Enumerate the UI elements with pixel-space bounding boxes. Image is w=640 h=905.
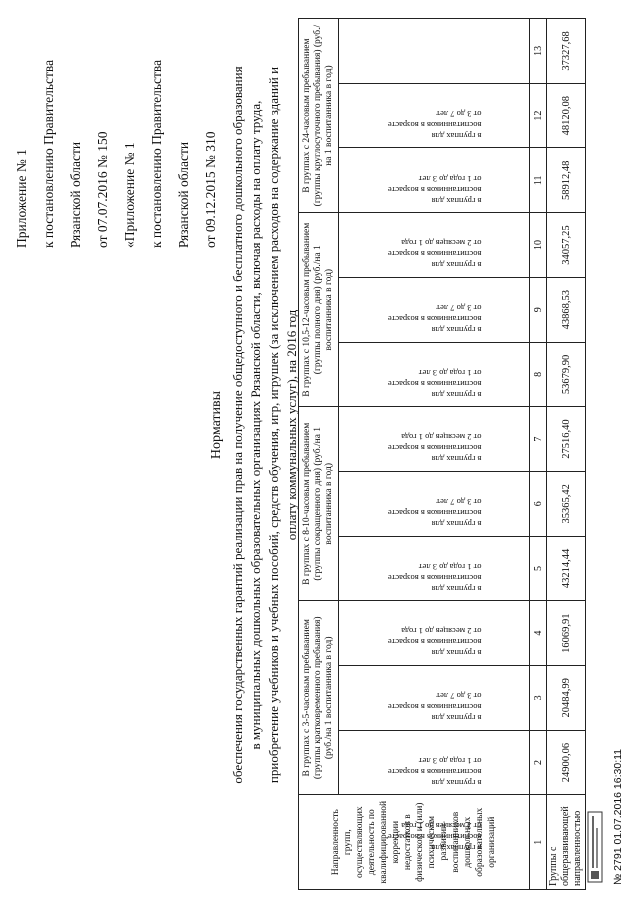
appendix-line: Рязанской области [68, 141, 83, 248]
age-subheader: в группах для воспитанников в возрасте от 1 года до 3 лет [339, 277, 530, 342]
age-subheader: в группах для воспитанников в возрасте от 3 до 7 лет [339, 407, 530, 472]
norms-table [298, 18, 586, 890]
norm-value: 53679,90 [547, 342, 586, 407]
column-number: 4 [530, 601, 547, 666]
column-number: 5 [530, 536, 547, 601]
norm-value: 20484,99 [547, 665, 586, 730]
appendix-line: «Приложение № 1 [122, 142, 137, 248]
norm-value: 35365,42 [547, 471, 586, 536]
document-subtitle: обеспечения государственных гарантий реализации прав на получение общедоступного и бесплатного дошкольного образования в муниципальных дошкольных образовательных организациях Рязанской области, включая расходы на оплату труда, приобретение учебников и учебных пособий, средств обучения, игр, игрушек (за исключением расходов на содержание зданий и оплату коммунальных услуг), на 2016 год [230, 66, 299, 784]
column-number: 9 [530, 277, 547, 342]
norm-value: 43214,44 [547, 536, 586, 601]
column-number: 6 [530, 471, 547, 536]
row-label: Группы с общеразвивающей направленностью [547, 795, 586, 890]
column-number-row [530, 19, 547, 890]
direction-header: Направленность групп, осуществляющих деятельность по квалифицированной коррекции недостатков в физическом и (или) психическом развитии воспитанников дошкольных образовательных организаций [299, 795, 530, 890]
group-header: В группах с 24-часовым пребыванием (группы круглосуточного пребывания) (руб./на 1 воспитанника в год) [299, 19, 339, 213]
table-row [547, 19, 586, 890]
column-number: 8 [530, 342, 547, 407]
column-number: 7 [530, 407, 547, 472]
age-subheader: в группах для воспитанников в возрасте от 1 года до 3 лет [339, 83, 530, 148]
column-number: 10 [530, 213, 547, 278]
document-title: Нормативы [209, 390, 224, 460]
age-subheader: в группах для воспитанников в возрасте от 2 месяцев до 1 года [339, 342, 530, 407]
appendix-line: Рязанской области [176, 141, 191, 248]
age-subheader: в группах для воспитанников в возрасте от 3 до 7 лет [339, 19, 530, 84]
appendix-line: к постановлению Правительства [149, 59, 164, 248]
column-number: 13 [530, 19, 547, 84]
norm-value: 37327,68 [547, 19, 586, 84]
column-number: 11 [530, 148, 547, 213]
age-subheader: в группах для воспитанников в возрасте от 1 года до 3 лет [339, 471, 530, 536]
appendix-line: от 09.12.2015 № 310 [203, 131, 218, 248]
appendix-block [8, 8, 224, 248]
norm-value: 27516,40 [547, 407, 586, 472]
norm-value: 24900,06 [547, 730, 586, 795]
age-subheader: в группах для воспитанников в возрасте от 3 до 7 лет [339, 601, 530, 666]
office-logo-icon [585, 811, 605, 883]
registration-stamp: № 2791 01.07.2016 16:30:11 [612, 748, 624, 885]
group-header: В группах с 8-10-часовым пребыванием (группы сокращенного дня) (руб./на 1 воспитанника в год) [299, 407, 339, 601]
age-subheader: в группах для воспитанников в возрасте от 2 месяцев до 1 года [339, 148, 530, 213]
group-header: В группах с 10,5-12-часовым пребыванием (группы полного дня) (руб./на 1 воспитанника в год) [299, 213, 339, 407]
norm-value: 58912,48 [547, 148, 586, 213]
column-number: 2 [530, 730, 547, 795]
document-heading [207, 65, 301, 785]
age-subheader: в группах для воспитанников в возрасте от 2 месяцев до 1 года [339, 730, 530, 795]
column-number: 1 [530, 795, 547, 890]
norm-value: 34057,25 [547, 213, 586, 278]
group-header: В группах с 3-5-часовым пребыванием (группы кратковременного пребывания) (руб./на 1 воспитанника в год) [299, 601, 339, 795]
appendix-line: к постановлению Правительства [41, 59, 56, 248]
age-subheader: в группах для воспитанников в возрасте от 1 года до 3 лет [339, 665, 530, 730]
appendix-line: от 07.07.2016 № 150 [95, 131, 110, 248]
appendix-line: Приложение № 1 [14, 149, 29, 248]
norm-value: 16069,91 [547, 601, 586, 666]
norm-value: 48120,08 [547, 83, 586, 148]
age-subheader: в группах для воспитанников в возрасте от 3 до 7 лет [339, 213, 530, 278]
column-number: 12 [530, 83, 547, 148]
column-number: 3 [530, 665, 547, 730]
norm-value: 43868,53 [547, 277, 586, 342]
age-subheader: в группах для воспитанников в возрасте от 2 месяцев до 1 года [339, 536, 530, 601]
